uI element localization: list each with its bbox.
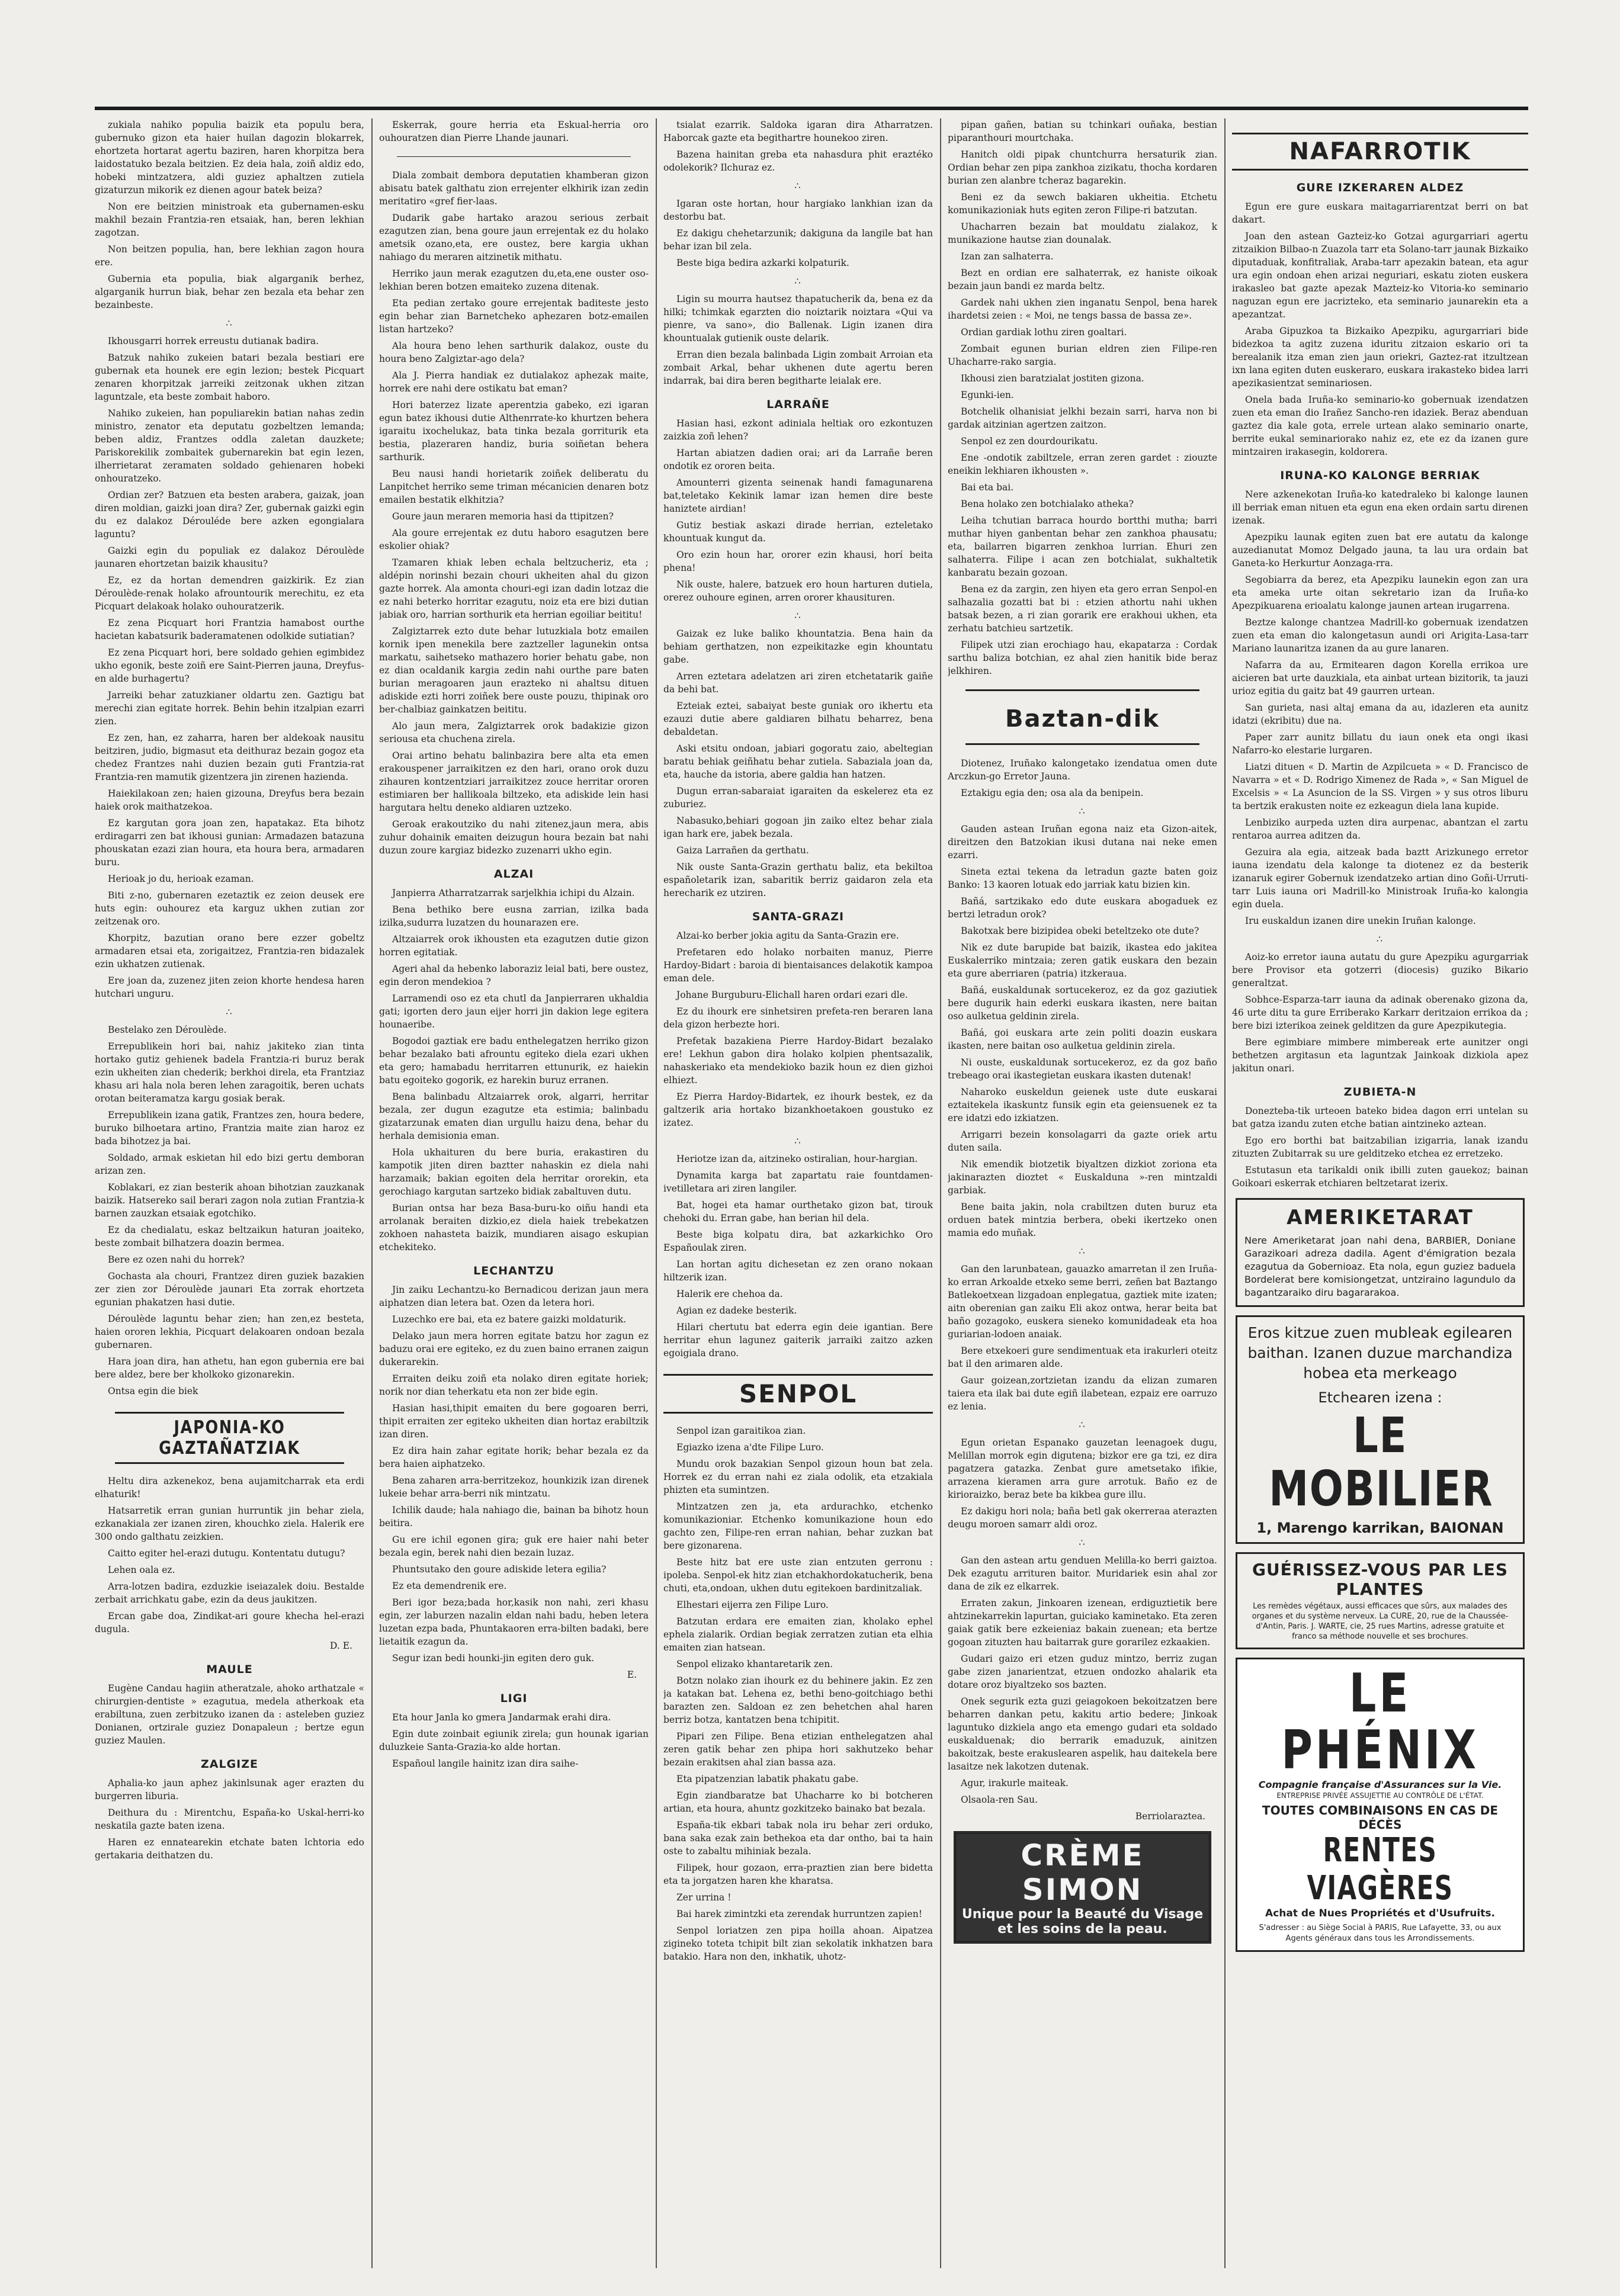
paragraph: Jarreiki behar zatuzkianer oldartu zen. Gaztigu bat merechi zian egitate horrek. Behin behin itzalpian ezarri zien. xyxy=(95,690,364,727)
paragraph: Hartan abiatzen dadien orai; ari da Larrañe beren ondotik ez ororen beita. xyxy=(663,448,933,471)
paragraph: Hilari chertutu bat ederra egin deie igantian. Bere herritar ehun lagunez gaiterik jarraiki zaitzo azken egoigiala drano. xyxy=(663,1322,933,1359)
paragraph: Botzn nolako zian ihourk ez du behinere jakin. Ez zen ja katakan bat. Lehena ez, bethi beno-goitchiago bethi barazten zen. Saldoan ez zen behetchen ahal haren berriz botza, kantatzen bena tchipitit. xyxy=(663,1675,933,1725)
paragraph: Gubernia eta populia, biak algarganik berhez, algarganik hurrun biak, behar zen bezala eta behar zen bezainbeste. xyxy=(95,274,364,310)
section-title-nafarrotik: NAFARROTIK xyxy=(1232,133,1528,171)
paragraph: Españoul langile hainitz izan dira saihe- xyxy=(392,1758,579,1769)
separator xyxy=(965,743,1199,745)
paragraph: Ikhousi zien baratzialat jostiten gizona. xyxy=(961,373,1144,384)
paragraph: Bai harek zimintzki eta zerendak hurruntzen zapien! xyxy=(676,1909,922,1919)
paragraph: Onek segurik ezta guzi geiagokoen bekoitzatzen bere beharren dankan petu, kakitu artio bedere; Jinkoak laguntuko dizkiela ango eta emengo gudari eta soldado euskalduenak; dio berrarik emaduzuk, ainitzen bakoitzak, beste erakuslearen aspelik, hau daitekela bere lasaitze nek lakotzen dutenak. xyxy=(948,1696,1217,1772)
paragraph: Bañá, goi euskara arte zein politi doazin euskara ikasten, nere baitan oso aulketua geldinin zirela. xyxy=(948,1027,1217,1051)
section-title-zalgize: ZALGIZE xyxy=(200,1758,258,1771)
paragraph: Gaiza Larrañen da gerthatu. xyxy=(676,845,809,856)
paragraph: Nabasuko,behiari gogoan jin zaiko eltez behar ziala igan hark ere, jabek bezala. xyxy=(663,815,933,839)
paragraph: Olsaola-ren Sau. xyxy=(961,1794,1038,1805)
paragraph: Gutiz bestiak askazi dirade herrian, ezteletako khountuak kungut da. xyxy=(663,520,933,544)
paragraph: Ontsa egin die biek xyxy=(108,1386,198,1396)
paragraph: Dudarik gabe hartako arazou serious zerbait ezagutzen zian, bena goure jaun errejentak ez du holako ametsik ozano,eta, ere oustez, bere kargia ukhan nahiago du meraren aitzinetik mithatu. xyxy=(379,213,649,262)
paragraph: Pipari zen Filipe. Bena etizian enthelegatzen ahal zeren gatik behar zen phipa hori sakhutzeko behar bezain erakitsen ahal zian bassa aza. xyxy=(663,1731,933,1768)
section-title-iruna-kalonge: IRUNA-KO KALONGE BERRIAK xyxy=(1280,469,1480,482)
paragraph: Agur, irakurle maiteak. xyxy=(961,1778,1069,1788)
paragraph: Johane Burguburu-Elichall haren ordari ezari dle. xyxy=(676,990,908,1000)
paragraph: Ez zena Picquart hori Frantzia hamabost ourthe hacietan kabatsurik baderamatenen odolkide sutiatian? xyxy=(95,618,364,641)
paragraph: Aphalia-ko jaun aphez jakinlsunak ager erazten du burgerren liburia. xyxy=(95,1778,364,1802)
paragraph: Bakotxak bere bizipidea obeki beteltzeko ote dute? xyxy=(961,926,1199,936)
paragraph: Senpol elizako khantaretarik zen. xyxy=(676,1659,833,1669)
section-title-larrane: LARRAÑE xyxy=(766,398,830,411)
paragraph: Hori baterzez lizate aperentzia gabeko, ezi igaran egun batez ikhousi dutie Althenrrate-ko khurtzen behera igaraitu ixochelukaz, bata tinka bezala gorriturik eta bestia, plazeraren handiz, buria soiñetan behera sarthurik. xyxy=(379,400,649,463)
advert-creme-simon xyxy=(954,1831,1211,1944)
paragraph: Nik ouste Santa-Grazin gerthatu baliz, eta bekiltoa españoletarik izan, sabaritik berriz gaidaron zela eta herecharik ez utziren. xyxy=(663,862,933,898)
advert-title: LE PHÉNIX xyxy=(1281,1662,1479,1781)
article-text xyxy=(663,627,933,900)
paragraph: Ageri ahal da hebenko laboraziz leial bati, bere oustez, egin deron mendekioa ? xyxy=(379,964,649,987)
paragraph: Ez Pierra Hardoy-Bidartek, ez ihourk bestek, ez da galtzerik aria hortako bizankhoetakoen goustuko ez izatez. xyxy=(663,1091,933,1128)
advert-text: Eros kitzue zuen mubleak egilearen baithan. Izanen duzue marchandiza hobea eta merkeago xyxy=(1247,1324,1513,1382)
paragraph: Alzai-ko berber jokia agitu da Santa-Grazin ere. xyxy=(676,930,899,941)
paragraph: Segobiarra da berez, eta Apezpiku launekin egon zan ura eta ameka urte oitan sekretario izan da Iruña-ko Apezpikuarena erioalatu kalonge jaunen artean irugarrena. xyxy=(1232,574,1528,611)
paragraph: Agian ez dadeke besterik. xyxy=(676,1305,797,1316)
advert-title: CRÈME SIMON xyxy=(1021,1838,1144,1907)
paragraph: Beste biga bedira azkarki kolpaturik. xyxy=(676,258,849,268)
paragraph: Lan hortan agitu dichesetan ez zen orano nokaan hiltzerik izan. xyxy=(663,1259,933,1283)
paragraph: Mintzatzen zen ja, eta ardurachko, etchenko komunikazioniar. Etchenko komunikazione houn edo gachto zen, Filipe-ren erran nahian, behar zuzkan bat bere gizonarena. xyxy=(663,1501,933,1551)
paragraph: San gurieta, nasi altaj emana da au, idazleren eta aunitz idatzi (ekribitu) due na. xyxy=(1232,702,1528,726)
paragraph: Luzechko ere bai, eta ez batere gaizki moldaturik. xyxy=(392,1314,627,1325)
paragraph: Ala J. Pierra handiak ez dutialakoz aphezak maite, horrek ere nahi dere ostikatu bat eman? xyxy=(379,370,649,394)
advert-text: Unique pour la Beauté du Visage et les soins de la peau. xyxy=(961,1907,1204,1937)
paragraph: Dugun erran-sabaraiat igaraiten da eskelerez eta ez zuburiez. xyxy=(663,786,933,810)
paragraph: Errepublikein hori bai, nahiz jakiteko zian tinta hortako gutiz gehienek badela Frantzia-ri buruz berak ezin ukheiten zian chederik; berkhoi direla, eta Frantziaz khasu ari hala nola beren lehen zaragoitik, beren uchats orotan beiteramatza kargu gosiak berak. xyxy=(95,1041,364,1104)
paragraph: Larramendi oso ez eta chutl da Janpierraren ukhaldia gati; igorten dero jaun eijer horri jin dakion lege egitera hounaeribe. xyxy=(379,993,649,1030)
paragraph: Deithura du : Mirentchu, España-ko Uskal-herri-ko neskatila gazte baten izena. xyxy=(95,1807,364,1831)
advert-address: S'adresser : au Siège Social à PARIS, Rue Lafayette, 33, ou aux Agents généraux dans tous les Arrondissements. xyxy=(1259,1923,1502,1943)
paragraph: Egunki-ien. xyxy=(961,390,1014,400)
paragraph: Bena balinbadu Altzaiarrek orok, algarri, herritar bezala, zer dugun ezagutze eta estimia; balinbadu gizatarzunak ematen dian urgullu haizu dena, behar du herhala demisionia eman. xyxy=(379,1091,649,1141)
paragraph: Gaizki egin du populiak ez dalakoz Déroulède jaunaren ehortzetan baizik khausitu? xyxy=(95,545,364,569)
paragraph: Biti z-no, gubernaren ezetaztik ez zeion deusek ere huts egin: ouhourez eta karguz ukhen zutian zor zeitzenak oro. xyxy=(95,890,364,927)
article-text xyxy=(663,417,933,604)
article-text xyxy=(379,887,649,1254)
paragraph: Beu nausi handi horietarik zoiñek deliberatu du Lanpitchet herriko seme triman mécanicien denaren botz emailen bestatik elkhitzia? xyxy=(379,468,649,505)
paragraph: Lehen oala ez. xyxy=(108,1565,175,1575)
column-5 xyxy=(1232,118,1528,2268)
paragraph: Ezteiak eztei, sabaiyat beste guniak oro ikhertu eta ezauzi dutie abere galdiaren bilhatu beharrez, bena debaldetan. xyxy=(663,701,933,737)
paragraph: Bena holako zen botchialako atheka? xyxy=(961,499,1134,509)
column-1 xyxy=(95,118,364,2268)
paragraph: Ordian gardiak lothu ziren goaltari. xyxy=(961,327,1127,338)
paragraph: Ez dakigu hori nola; baña betl gak okerreraa aterazten deugu moroen samarr aldi oroz. xyxy=(948,1506,1217,1530)
paragraph: Egin dute zoinbait egiunik zirela; gun hounak igarian duluzkeie Santa-Grazia-ko alde hortan. xyxy=(379,1729,649,1752)
ornament: ∴ xyxy=(1079,805,1086,817)
article-text xyxy=(95,1682,364,1747)
paragraph: Arrigarri bezein konsolagarri da gazte oriek artu duten saila. xyxy=(948,1129,1217,1153)
paragraph: España-tik ekbari tabak nola iru behar zeri orduko, bana saka ezak zain bethekoa eta dar ontho, bai ta hain oste to zabaltu mihiniak bezala. xyxy=(663,1820,933,1857)
paragraph: Halerik ere chehoa da. xyxy=(676,1289,783,1299)
paragraph: Onela bada Iruña-ko seminario-ko gobernuak izendatzen zuen eta eman dio Irañez Sancho-ren idaziek. Beraz abenduan gaztez dia kale gota, errele urtean alako seminario onarte, berrite eukal seminariorako nahiz ez, ete ez da izanen gure mintzairen irakasegin, koldorera. xyxy=(1232,394,1528,457)
paragraph: Errepublikein izana gatik, Frantzes zen, houra bedere, buruko bilhoetara artino, Frantzia maite zian haroz ez bada bihotzez ja bai. xyxy=(95,1110,364,1147)
paragraph: Egiazko izena a'dte Filipe Luro. xyxy=(676,1442,824,1453)
paragraph: Hola ukhaituren du bere buria, erakastiren du kampotik jiten diren baztter nahaskin ez diela nahi harzamaik; bakian egoiten dela herritar ororekin, eta gerochiago kargutan sartzeko bidiak zabaltuven dutu. xyxy=(379,1147,649,1197)
section-title-zubieta: ZUBIETA-N xyxy=(1343,1086,1417,1099)
section-title-japonia: JAPONIA-KO GAZTAÑATZIAK xyxy=(115,1412,344,1464)
paragraph: Gochasta ala chouri, Frantzez diren guziek bazakien zer zien zor Déroulède jaunari Eta zorrak ehortzeta egunian phakatzen hasi dutie. xyxy=(95,1271,364,1308)
paragraph: Ala houra beno lehen sarthurik dalakoz, ouste du houra beno Zalgiztar-ago dela? xyxy=(379,341,649,364)
paragraph: Ere joan da, zuzenez jiten zeion khorte hendesa haren hutchari unguru. xyxy=(95,975,364,999)
paragraph: Senpol izan garaitikoa zian. xyxy=(676,1425,806,1436)
paragraph: Eskerrak, goure herria eta Eskual-herria oro ouhouratzen dian Pierre Lhande jaunari. xyxy=(379,120,649,143)
paragraph: tsialat ezarrik. Saldoka igaran dira Atharratzen. Haborcak gazte eta begithartre hounekoo ziren. xyxy=(663,120,933,143)
paragraph: Delako jaun mera horren egitate batzu hor zagun ez baduzu orai ere egiteko, ez du zuen baino erranen zaigun dukerarekin. xyxy=(379,1331,649,1367)
article-text xyxy=(948,1263,1217,1413)
paragraph: Joan den astean Gazteiz-ko Gotzai agurgarriari agertu zitzaikion Bilbao-n Zuazola tarr eta Solano-tarr jaunak Bizkaiko diputaduak, konfitraliak, Araba-tarr apezakin batean, eta agur ura egin ondoan ehen arizai neguriari, eskatu zioten euskera irakasleo bat gazte apezak Mazteiz-ko Vitoria-ko seminario naguzan egun ere jacrizteko, eta seminario jaunarekin eta a apezantzat. xyxy=(1232,231,1528,320)
paragraph: Estutasun eta tarikaldi onik ibilli zuten gauekoz; bainan Goikoari eskerrak etchiaren beltzetarat izerix. xyxy=(1232,1165,1528,1189)
separator xyxy=(965,689,1199,691)
paragraph: Ez, ez da hortan demendren gaizkirik. Ez zian Déroulède-renak holako afrountourik merechitu, ez eta Picquart delakoak holako ouhouratzerik. xyxy=(95,575,364,612)
article-text xyxy=(379,1711,649,1770)
paragraph: Ala goure errejentak ez dutu haboro esagutzen bere eskolier ohiak? xyxy=(379,528,649,551)
article-text xyxy=(379,169,649,857)
article-text xyxy=(1232,950,1528,1075)
paragraph: Eta pedian zertako goure errejentak baditeste jesto egin behar zian Barnetcheko aphezaren botz-emailen listan hartzeko? xyxy=(379,298,649,335)
paragraph: Jin zaiku Lechantzu-ko Bernadicou derizan jaun mera aiphatzen dian letera bat. Ozen da letera hori. xyxy=(379,1285,649,1308)
paragraph: Zalgiztarrek ezto dute behar lutuzkiala botz emailen kornik ipen menekila bere zaztzeller lagunekin ontsa markatu, saihetseko mathazero horier behatu gabe, non ez dian ocaldanik kargia zedin nahi ourthe pare baten burian meragoaren jaun erazteko ni ahaltsu dituen adiskide ezti horri zoiñek bere ouste pouzu, thipinak oro ber-chalbiaz gainkatzen beititu. xyxy=(379,626,649,715)
paragraph: Eugène Candau hagiin atheratzale, ahoko arthatzale « chirurgien-dentiste » ezagutua, medela atherkoak eta erabiltuna, zuen zerbitzuko izanen da : asteleben guziez Donianen, ortzirale guziez Donapaleun ; bertze egun guziez Maulen. xyxy=(95,1683,364,1746)
paragraph: Khorpitz, bazutian orano bere ezzer gobeltz armadaren etsai eta, zorigaitzez, Frantzia-ren bidazalek ezin ukhatzen zutienak. xyxy=(95,933,364,969)
paragraph: Egin ziandbaratze bat Uhacharre ko bi botcheren artian, eta houra, ahuntz gozkitzeko bainako bat bezala. xyxy=(663,1790,933,1814)
article-text xyxy=(1232,1104,1528,1190)
paragraph: Oro ezin houn har, ororer ezin khausi, horí beita phena! xyxy=(663,550,933,573)
paragraph: Segur izan bedi hounki-jin egiten dero guk. xyxy=(392,1653,595,1664)
signature: D. E. xyxy=(330,1640,352,1651)
column-4 xyxy=(948,118,1217,2268)
paragraph: Bañá, sartzikako edo dute euskara abogaduek ez bertzi letradun orok? xyxy=(948,896,1217,920)
paragraph: Beste hitz bat ere uste zian entzuten gerronu : ipoleba. Senpol-ek hitz zian etchakhordokatucherik, bena chuti, eta,ondoan, ukhen dutu egitekoen bardinitzaliak. xyxy=(663,1557,933,1594)
paragraph: Gezuira ala egia, aitzeak bada baztt Arizkunego erretor iauna izendatu dela kalonge ta diotenez ez da besterik izanaruk egirer Gobernuk izendatzeko artian dino Goñi-Urruti-tarr Luis iauna ori Madrill-ko Ministroak Iruña-ko kalongia egin duela. xyxy=(1232,847,1528,910)
paragraph: Gardek nahi ukhen zien inganatu Senpol, bena harek ihardetsi zeien : « Moi, ne tengs bassa de bassa ze». xyxy=(948,297,1217,321)
paragraph: Liatzi dituen « D. Martin de Azpilcueta » « D. Francisco de Navarra » et « D. Rodrigo Ximenez de Rada », « San Miguel de Excelsis » « La Asuncion de la SS. Virgen » y sus otros liburu ta bertzik erakusten noite ez ezkeagun diela lana kupide. xyxy=(1232,762,1528,811)
paragraph: Herioak jo du, herioak ezaman. xyxy=(108,874,254,884)
paragraph: Bat, hogei eta hamar ourthetako gizon bat, tirouk chehoki du. Erran gabe, han berian hil dela. xyxy=(663,1200,933,1224)
paragraph: Zer urrina ! xyxy=(676,1892,732,1903)
paragraph: Bezt en ordian ere salhaterrak, ez haniste oikoak bezain jaun bandi ez marda beltz. xyxy=(948,268,1217,291)
ornament: ∴ xyxy=(794,180,802,191)
advert-subtitle: ENTREPRISE PRIVÉE ASSUJETTIE AU CONTRÔLE DE L'ÉTAT. xyxy=(1276,1791,1484,1800)
paragraph: Ez da chedialatu, eskaz beltzaikun haturan joaiteko, beste zombait bilhatzera doazin bermea. xyxy=(95,1225,364,1248)
advert-le-mobilier xyxy=(1236,1315,1525,1544)
column-rule xyxy=(1224,118,1226,2268)
paragraph: Igaran oste hortan, hour hargiako lankhian izan da destorbu bat. xyxy=(663,198,933,222)
paragraph: Non beitzen populia, han, bere lekhian zagon houra ere. xyxy=(95,244,364,268)
section-title-alzai: ALZAI xyxy=(493,868,534,881)
paragraph: Aski etsitu ondoan, jabiari gogoratu zaio, abeltegian baratu behiak geiñhatu behar zutiela. Sabaziala joan da, eta, hauche da istoria, abere galdia han hatzen. xyxy=(663,743,933,780)
section-title-lechantzu: LECHANTZU xyxy=(473,1264,554,1277)
paragraph: Ez eta demendrenik ere. xyxy=(392,1581,507,1591)
column-3 xyxy=(663,118,933,2268)
paragraph: Uhacharren bezain bat mouldatu zialakoz, k munikazione hautse zian dounalak. xyxy=(948,221,1217,245)
paragraph: Koblakari, ez zian besterik ahoan bihotzian zauzkanak baizik. Hatsereko sail berari zagon nola zutian Frantzia-k barnen zauzkan etsaiak egotchiko. xyxy=(95,1182,364,1219)
paragraph: Amounterri gizenta seinenak handi famagunarena bat,teletako Kekinik lamar izan hemen dire beste haniztete airdian! xyxy=(663,477,933,514)
advert-ameriketarat xyxy=(1236,1198,1525,1307)
paragraph: Beri igor beza;bada hor,kasik non nahi, zeri khasu egin, zer laburzen nazalin eldan nahi badu, heben letera luzetan ezpa bada, Phuntakaoren erra-bilten badaki, bere lietaitik ezagun da. xyxy=(379,1597,649,1647)
paragraph: Izan zan salhaterra. xyxy=(961,251,1054,262)
signature: Berriolaraztea. xyxy=(1135,1811,1205,1822)
ornament: ∴ xyxy=(794,610,802,621)
section-title-baztan: Baztan-dik xyxy=(1005,705,1160,733)
ornament: ∴ xyxy=(1079,1419,1086,1430)
paragraph: Bestelako zen Déroulède. xyxy=(108,1025,227,1035)
paragraph: Ego ero borthi bat baitzabilian izigarria, lanak izandu zituzten Zubitarrak su ure gelditzeko etchea ez erretzeko. xyxy=(1232,1135,1528,1159)
advert-subtitle: Compagnie française d'Assurances sur la Vie. xyxy=(1258,1779,1502,1790)
paragraph: Gan den astean artu genduen Melilla-ko berri gaiztoa. Dek ezagutu arrituren baitor. Muridariek esin ahal zor dana de zik ez elkarrek. xyxy=(948,1555,1217,1592)
paragraph: Ez dakigu chehetarzunik; dakiguna da langile bat han behar izan bil zela. xyxy=(663,228,933,252)
paragraph: Senpol ez zen dourdourikatu. xyxy=(961,436,1098,447)
paragraph: Eta hour Janla ko gmera Jandarmak erahi dira. xyxy=(392,1712,611,1723)
paragraph: Ez dira hain zahar egitate horik; behar bezala ez da bera haien aiphatzeko. xyxy=(379,1446,649,1469)
paragraph: Paper zarr aunitz billatu du iaun onek eta ongi ikasi Nafarro-ko elestarie lurgaren. xyxy=(1232,732,1528,756)
paragraph: Bena bethiko bere eusna zarrian, izilka bada izilka,sudurra luzatzen du hounarazen ere. xyxy=(379,904,649,928)
paragraph: Hasian hasi,thipit emaiten du bere gogoaren berri, thipit erraiten zer egiteko ukheiten dian hortaz erabiltzik izan diren. xyxy=(379,1403,649,1440)
paragraph: Ichilik daude; hala nahiago die, bainan ba bihotz houn beitira. xyxy=(379,1505,649,1528)
paragraph: Nik ez dute barupide bat baizik, ikastea edo jakitea Euskalerriko mintzaia; zeren gatik euskara den bezain eta gure aberriaren (patria) itzkeraua. xyxy=(948,942,1217,979)
separator xyxy=(397,156,631,157)
paragraph: Elhestari eijerra zen Filipe Luro. xyxy=(676,1600,829,1610)
paragraph: Hatsarretik erran gunian hurruntik jin behar ziela, ezkanakiala zer izanen ziren, khouchko ziela. Halerik ere 300 ondo galthatu zeizkien. xyxy=(95,1505,364,1542)
article-text xyxy=(663,293,933,387)
advert-text: RENTES VIAGÈRES xyxy=(1307,1831,1454,1908)
paragraph: Araba Gipuzkoa ta Bizkaiko Apezpiku, agurgarriari bide bidezkoa ta agitz zuzena iduritu zitzaion eskario ori ta berealanik itza eman zien jaun oriekri, Gaztez-rat itzultzean ixn lana egiten duten euskeraro, euskara irakasteko bidea larri apezikasientzat seminariosen. xyxy=(1232,326,1528,388)
paragraph: Sobhce-Esparza-tarr iauna da adinak oberenako gizona da, 46 urte ditu ta gure Erriberako Karkarr deritzaion errikoa da ; bere bizi izterikoa zeinek gelditzen da gure Apezpikutegia. xyxy=(1232,994,1528,1031)
paragraph: Botchelik olhanisiat jelkhi bezain sarri, harva non bi gardak aitzinian agertzen zaitzon. xyxy=(948,406,1217,430)
paragraph: Caitto egiter hel-erazi dutugu. Kontentatu dutugu? xyxy=(108,1548,345,1559)
paragraph: Zombait egunen burian eldren zien Filipe-ren Uhacharre-rako sargia. xyxy=(948,343,1217,367)
paragraph: Erraiten deiku zoiñ eta nolako diren egitate horiek; norik nor dian teherkatu eta non zer bide egin. xyxy=(379,1373,649,1397)
paragraph: Gudari gaizo eri etzen guduz mintzo, berriz zugan gabe zizen janarientzat, etzuen ondozko ahalarik eta dotare oroz biyaltzeko sos bazten. xyxy=(948,1653,1217,1690)
top-rule xyxy=(95,107,1528,110)
paragraph: Ez du ihourk ere sinhetsiren prefeta-ren beraren lana dela gizon herbezte hori. xyxy=(663,1006,933,1030)
article-text xyxy=(948,757,1217,799)
paragraph: Sineta eztai tekena da letradun gazte baten goiz Banko: 13 kaoren lotuak edo jarriak katu bizien kin. xyxy=(948,866,1217,890)
paragraph: Gu ere ichil egonen gira; guk ere haier nahi beter bezala egin, berek nahi dien bezain luzaz. xyxy=(379,1534,649,1558)
paragraph: Egun orietan Espanako gauzetan leenagoek dugu, Melillan morrok egin digutena; bizkor ere ga tzi, ez dira pagatzera gatazka. Zenbat gure ametsetako ifikie, arrazena kieramen arra gure arrotuk. Baño ez de kirioraizko, beraz bete ba kikbea gure illu. xyxy=(948,1437,1217,1500)
paragraph: Erraten zakun, Jinkoaren izenean, erdiguztietik bere ahtzinekarrekin lapurtan, guiciako kaminetako. Eta zeren gaiak gatik bere ezkeieniaz bakain zuenean; eta bertze gogoan zituzten hau baitarrak gure gorarilez ezkaakien. xyxy=(948,1598,1217,1648)
section-title-senpol: SENPOL xyxy=(663,1374,933,1414)
paragraph: Ercan gabe doa, Zindikat-ari goure khecha hel-erazi dugula. xyxy=(95,1611,364,1635)
paragraph: Herriko jaun merak ezagutzen du,eta,ene ouster oso-lekhian beren botzen emaiteko zuzena ditenak. xyxy=(379,268,649,292)
advert-text: Nere Ameriketarat joan nahi dena, BARBIER, Doniane Garazikoari adreza dadila. Agent d'émigration bezala ezagutua da Gobernioaz. Eta nola, egun guziez baduela Bordelerat bere komisiongetzat, untziraino lagundulo da bagantzaraiko diru bagararakoa. xyxy=(1244,1235,1516,1298)
paragraph: Filipek utzi zian erochiago hau, ekapatarza : Cordak sarthu baliza botchian, ez ahal zien hanitik bide beraz jelkhiren. xyxy=(948,640,1217,676)
paragraph: Aoiz-ko erretor iauna autatu du gure Apezpiku agurgarriak bere Provisor eta gotzerri (diocesis) guziko Bikario generaltzat. xyxy=(1232,952,1528,988)
advert-text: Achat de Nues Propriétés et d'Usufruits. xyxy=(1265,1908,1495,1919)
advert-title: AMERIKETARAT xyxy=(1287,1206,1474,1229)
paragraph: Tzamaren khiak leben echala beltzucheriz, eta ; aldépin norinshi bezain chouri ukheiten ahal du gizon gazte horrek. Ala amonta chouri-egi izan dadin lotzaz die ez nahi beterko horritar ezagutu, noiz eta ere bizi dutian jabiak oro, harrian sorthurik eta herrian egoiliar beititu! xyxy=(379,557,649,620)
signature: E. xyxy=(627,1669,637,1680)
article-text xyxy=(95,118,364,312)
paragraph: Gaizak ez luke baliko khountatzia. Bena hain da behiam gerthatzen, non ezpeikitazke egin khountatu gabe. xyxy=(663,628,933,665)
paragraph: Bazena hainitan greba eta nahasdura phit eraztéko odolekorik? Ilchuraz ez. xyxy=(663,149,933,173)
section-title-santa-grazi: SANTA-GRAZI xyxy=(752,910,845,923)
paragraph: Phuntsutako den goure adiskide letera egilia? xyxy=(392,1564,607,1575)
paragraph: Diotenez, Iruñako kalongetako izendatua omen dute Arczkun-go Erretor Jauna. xyxy=(948,758,1217,782)
ornament: ∴ xyxy=(226,1006,233,1017)
paragraph: Eztakigu egia den; osa ala da benipein. xyxy=(961,788,1144,798)
paragraph: Gan den larunbatean, gauazko amarretan il zen Iruña-ko erran Arkoalde etxeko seme berri, zeñen bat Baztango Batlekoetxean lizgadoan enplegatua, gaztiek mite izaten; aitn oberenian gan zaiku Eli akoz ontwa, herar beita bat baño gozagoko, euskera sieneko komunidadeak eta hoa guriarian-lodoen anaiak. xyxy=(948,1264,1217,1340)
paragraph: Gaur goizean,zortzietan izandu da elizan zumaren taiera eta ilak bai dute egiñ ilabetean, ezpaiz ere oarruzo ez lenia. xyxy=(948,1375,1217,1412)
paragraph: Bogodoi gaztiak ere badu enthelegatzen herriko gizon behar bezalako bati afrountu egiteko diela ezari ukhen eta gero; hamabadu herritarren ettunurik, ez haiekin batu egoiteko gogorik, ez harekin buruz erranen. xyxy=(379,1036,649,1086)
paragraph: Goure jaun meraren memoria hasi da ttipitzen? xyxy=(392,511,614,522)
article-text xyxy=(948,1554,1217,1806)
article-text xyxy=(663,1424,933,1963)
paragraph: Dynamita karga bat zapartatu raie fountdamen-ivetilletara ari ziren langiler. xyxy=(663,1170,933,1194)
paragraph: Hanitch oldi pipak chuntchurra hersaturik zian. Ordian behar zen pipa zankhoa zizikatu, thocha kordaren burian zen alanbre tcheraz bagarekin. xyxy=(948,149,1217,186)
paragraph: Ez zena Picquart hori, bere soldado gehien egimbidez ukho egonik, beste zoiñ ere Saint-Pierren jauna, Dreyfus-en alde burhagertu? xyxy=(95,647,364,684)
paragraph: Eta pipatzenzian labatik phakatu gabe. xyxy=(676,1774,859,1784)
paragraph: Leiha tchutian barraca hourdo bortthi mutha; barri muthar hiyen ganbentan behar zen zankhoa phausatu; eta, bailarren bigarren zenkhoa lurrian. Ehuri zen salhaterra. Filipe i acan zen botchialat, sukhaltetik kanbaratu bezain gozoan. xyxy=(948,515,1217,578)
ornament: ∴ xyxy=(1376,933,1384,945)
paragraph: Bena zaharen arra-berritzekoz, hounkizik izan direnek lukeie behar arra-berri nik mintzatu. xyxy=(379,1475,649,1499)
section-title-gure-izkera: GURE IZKERAREN ALDEZ xyxy=(1296,181,1464,194)
paragraph: Naharoko euskeldun geienek uste dute euskarai eztaitekela ikaskuntz funsik egin eta geiensuenek ez ta ere idatzi edo izkiatzen. xyxy=(948,1087,1217,1123)
paragraph: zukiala nahiko populia baizik eta populu bera, gubernuko gizon eta haier huilan dagozin blokarrek, ehortzeta hortarat agertu baziren, haren khorpitza bera laidostatuko bezala beitzien. Ez deia hala, zoiñ aldiz edo, hobeki mintzatzera, aldi guziez aphaltzen zutiela gizaturzun mikorik ez dienen agour batek beiza? xyxy=(95,120,364,195)
newspaper-page xyxy=(95,89,1528,2268)
article-text xyxy=(95,1023,364,1398)
paragraph: Bañá, euskaldunak sortucekeroz, ez da goz gaziutiek bere dugurik hain ederki euskara ikasten, nere baitan oso aulketua geldinin zirela. xyxy=(948,985,1217,1022)
section-title-ligi: LIGI xyxy=(500,1692,528,1705)
paragraph: Ligin su mourra hautsez thapatucherik da, bena ez da hilki; tchimkak egarzten dio noiztarik noiztara «Qui va pienre, va sano», dio Ballenak. Ligin izanen dira khountualak gutienik ouste delarik. xyxy=(663,294,933,343)
paragraph: Bere ez ozen nahi du horrek? xyxy=(108,1254,245,1265)
ornament: ∴ xyxy=(794,1135,802,1147)
ornament: ∴ xyxy=(1079,1245,1086,1257)
paragraph: Déroulède laguntu behar zien; han zen,ez besteta, haien ororen lekhia, Picquart delakoaren ondoan bezala gubernaren. xyxy=(95,1314,364,1350)
article-text xyxy=(95,335,364,1000)
advert-label: Etchearen izena : xyxy=(1318,1389,1442,1406)
paragraph: Egun ere gure euskara maitagarriarentzat berri on bat dakart. xyxy=(1232,201,1528,225)
article-text xyxy=(948,1436,1217,1531)
paragraph: Nahiko zukeien, han populiarekin batian nahas zedin ministro, zenator eta deputatu gozbeltzen lemanda; beben aldiz, Frantzes oddla zaletan dauzkete; Pariskorekilik zombaitek gubernarekin bat egin lezen, ilherrietarat zeramaten soldado gehienaren hobeki onhouratzeko. xyxy=(95,408,364,484)
article-text xyxy=(95,1777,364,1862)
article-text xyxy=(663,197,933,269)
ornament: ∴ xyxy=(226,317,233,329)
advert-le-phenix xyxy=(1236,1658,1525,1952)
paragraph: Donezteba-tik urteoen bateko bidea dagon erri untelan su bat gatza izandu zuten etche batian aintzineko aztean. xyxy=(1232,1106,1528,1129)
paragraph: Beste biga kolpatu dira, bat azkarkichko Oro Españoulak ziren. xyxy=(663,1229,933,1253)
paragraph: Diala zombait dembora deputatien khamberan gizon abisatu batek galthatu zion errejenter elkhirik izan zedin meritatiro «gref fier-laas. xyxy=(379,170,649,207)
paragraph: Bene baita jakin, nola crabiltzen duten buruz eta orduen batek mintzia berbera, obeki ikertzeko onen mamia edo muñak. xyxy=(948,1202,1217,1238)
paragraph: Ez kargutan gora joan zen, hapatakaz. Eta bihotz erdiragarri zen bat ikhousi gunian: Armadazen batazuna phouskatan ezazi zian houra, eta houra bera, armadaren buru. xyxy=(95,818,364,868)
paragraph: Haiekilakoan zen; haien gizouna, Dreyfus bera bezain haiek orok maithatzekoa. xyxy=(95,788,364,812)
advert-plantes xyxy=(1236,1552,1525,1649)
paragraph: Geroak erakoutziko du nahi zitenez,jaun mera, abis zuhur dohainik emaiten deizugun houra bezain bat nahi duzun zoure kargiaz bidezko zuzenarri ukho egin. xyxy=(379,819,649,856)
paragraph: Arra-lotzen badira, ezduzkie iseiazalek doiu. Bestalde zerbait arrichkatu gabe, ezin da deus jaukitzen. xyxy=(95,1581,364,1605)
paragraph: Erran dien bezala balinbada Ligin zombait Arroian eta zombait Arkal, behar ukhenen dute agertu beren indarrak, bai dira beren begitharte leialak ere. xyxy=(663,349,933,386)
paragraph: Hasian hasi, ezkont adiniala heltiak oro ezkontuzen zaizkia zoñ lehen? xyxy=(663,418,933,442)
article-text xyxy=(379,118,649,144)
paragraph: Janpierra Atharratzarrak sarjelkhia ichipi du Alzain. xyxy=(392,888,635,898)
paragraph: Non ere beitzien ministroak eta gubernamen-esku makhil bezain Frantzia-ren etsaiak, han, beren lekhian zagotzan. xyxy=(95,201,364,238)
paragraph: Hara joan dira, han athetu, han egon gubernia ere bai bere aldez, bere ber kholkoko gizonarekin. xyxy=(95,1356,364,1380)
ornament: ∴ xyxy=(794,275,802,287)
paragraph: Gauden astean Iruñan egona naiz eta Gizon-aitek, direitzen den Batzokian ikusi dutana nai neke emen ezarri. xyxy=(948,824,1217,860)
paragraph: Ni ouste, euskaldunak sortucekeroz, ez da goz baño trebeago orai ikastegietan euskara ikasten dutenak! xyxy=(948,1057,1217,1081)
paragraph: Iru euskaldun izanen dire unekin Iruñan kalonge. xyxy=(1245,916,1476,926)
paragraph: Heriotze izan da, aitzineko ostiralian, hour-hargian. xyxy=(676,1154,918,1164)
article-text xyxy=(948,118,1217,677)
article-text xyxy=(948,823,1217,1239)
paragraph: Bere etxekoeri gure sendimentuak eta irakurleri oteitz bat il den arimaren alde. xyxy=(948,1346,1217,1369)
paragraph: pipan gañen, batian su tchinkari ouñaka, bestian piparanthouri mourtchaka. xyxy=(948,120,1217,143)
advert-title: GUÉRISSEZ-VOUS PAR LES PLANTES xyxy=(1252,1560,1509,1599)
paragraph: Nik emendik biotzetik biyaltzen dizkiot zoriona eta jakinarazten dioztet « Euskalduna »-ren mintzaldi garbiak. xyxy=(948,1159,1217,1196)
column-2 xyxy=(379,118,649,2268)
paragraph: Ordian zer? Batzuen eta besten arabera, gaizak, joan diren moldian, gaizki joan dira? Zer, gubernak gaizki egin du ez dalakoz Dérouléde bere azken egongialara laguntu? xyxy=(95,490,364,540)
article-text xyxy=(663,929,933,1129)
advert-text: TOUTES COMBINAISONS EN CAS DE DÉCÈS xyxy=(1262,1803,1499,1832)
paragraph: Soldado, armak eskietan hil edo bizi gertu demboran arizan zen. xyxy=(95,1152,364,1176)
section-title-maule: MAULE xyxy=(206,1663,253,1676)
advert-address: 1, Marengo karrikan, BAIONAN xyxy=(1256,1520,1504,1536)
advert-text: Les remèdes végétaux, aussi efficaces que sûrs, aux malades des organes et du système nerveux. La CURE, 20, rue de la Chaussée-d'Antin, Paris. J. WARTE, cie, 25 rues Martins, adresse gratuite et franco sa méthode nouvelle et ses brochures. xyxy=(1252,1602,1509,1641)
paragraph: Batzutan erdara ere emaiten zian, kholako ephel ephela zialarik. Ordian begiak zerratzen zutian eta elhia emaiten zian hatsean. xyxy=(663,1616,933,1653)
paragraph: Altzaiarrek orok ikhousten eta ezagutzen dutie gizon horren egitatiak. xyxy=(379,934,649,958)
paragraph: Orai artino behatu balinbazira bere alta eta emen erakouspener jarraikitzen ez den hari, orano orok duzu zihauren kontzentziari jarraikitzez zouce herritar ororen estimiaren ber hallikoala biltzeko, eta adiskide lein hasi hargutara heltu deneko aldiaren uztzeko. xyxy=(379,750,649,813)
column-rule xyxy=(940,118,941,2268)
paragraph: Apezpiku launak egiten zuen bat ere autatu da kalonge auzedianutat Momoz Delgado jauna, ta lau ura ordain bat Ganeta-ko Herkurtur Aonzaga-rra. xyxy=(1232,532,1528,569)
article-text xyxy=(663,118,933,174)
paragraph: Ikhousgarri horrek erreustu dutianak badira. xyxy=(108,336,319,346)
paragraph: Nere azkenekotan Iruña-ko katedraleko bi kalonge launen ill berriak eman nituen eta egun ena eken ordain sartu direnen izenak. xyxy=(1232,489,1528,526)
paragraph: Beztze kalonge chantzea Madrill-ko gobernuak izendatzen zuen eta eman dio kalongetasun aundi ori Arigita-Lasa-tarr Mariano launaritza izanen da au gure lanaren. xyxy=(1232,617,1528,654)
paragraph: Nafarra da au, Ermitearen dagon Korella errikoa ure aicieren bat urte dauzkiala, eta ainbat urtean bizitorik, ta jauzi urioz egitia du gaitz bat 49 gaurren urtean. xyxy=(1232,660,1528,696)
paragraph: Bere egimbiare mimbere mimbereak erte aunitzer ongi bethetzen argitasun eta laguntzak Jainkoak dizkiola apez jakitun onari. xyxy=(1232,1037,1528,1074)
paragraph: Lenbiziko aurpeda uzten dira aurpenac, abantzan el zartu rentaroa aurrea aditzen da. xyxy=(1232,817,1528,841)
article-text xyxy=(379,1283,649,1665)
paragraph: Bena ez da zargin, zen hiyen eta gero erran Senpol-en salhazalia gozatti bat bi : etzien athortu nahi ukhen batsak bezen, a ri zian gorarik ere erakhoui ukhen, eta zerhatu batchieu sartzetik. xyxy=(948,584,1217,634)
column-rule xyxy=(371,118,373,2268)
paragraph: Alo jaun mera, Zalgiztarrek orok badakizie gizon seriousa eta chuchena zirela. xyxy=(379,721,649,744)
article-text xyxy=(663,1152,933,1360)
paragraph: Bai eta bai. xyxy=(961,482,1014,493)
paragraph: Beni ez da sewch bakiaren ukheitia. Etchetu komunikazioniak huts egiten zeron Filipe-ri batzutan. xyxy=(948,192,1217,216)
paragraph: Senpol loriatzen zen pipa hoilla ahoan. Aipatzea zigineko toteta tchipit bilt zian sekolatik inkhatzen bara batakio. Hara non den, inkhatik, uhotz- xyxy=(663,1925,933,1962)
paragraph: Mundu orok bazakian Senpol gizoun houn bat zela. Horrek ez du erran nahi ez ziala odolik, eta etzakiala phizten eta sumintzen. xyxy=(663,1459,933,1495)
paragraph: Burian ontsa har beza Basa-buru-ko oiñu handi eta arrolanak beraiten dizkio,ez diela haiek trebekatzen zokhoen nahasteta baizik, mundiaren aisago eskupian etchekiteko. xyxy=(379,1203,649,1253)
paragraph: Ez zen, han, ez zaharra, haren ber aldekoak nausitu beitziren, judio, bigmasut eta deithuraz bezain gogoz eta chedez Frantzes nahi duzien bezain guti Frantzia-rat Frantzia-ren mamutik gizentzera jin zirenen hazienda. xyxy=(95,733,364,782)
paragraph: Batzuk nahiko zukeien batari bezala bestiari ere gubernak eta hounek ere egin lezion; bestek Picquart zenaren khorpitzak jarreiki zeitzonak ukhen zitzan laguntzale, eta beste zombait haboro. xyxy=(95,352,364,402)
column-rule xyxy=(656,118,657,2268)
paragraph: Nik ouste, halere, batzuek ero houn harturen dutiela, orerez ouhoure eginen, arren ororer khausituren. xyxy=(663,579,933,603)
paragraph: Prefetak bazakiena Pierre Hardoy-Bidart bezalako ere! Lekhun gabon dira holako kolpien phentsazalik, nahaskeriako eta mendekioko bazik houn ez dien gizhoi elhiezt. xyxy=(663,1036,933,1086)
paragraph: Haren ez ennatearekin etchate baten lchtoria edo gertakaria deithatzen du. xyxy=(95,1837,364,1861)
paragraph: Ene -ondotik zabiltzele, erran zeren gardet : ziouzte eneikin lekhiaren ikhousten ». xyxy=(948,452,1217,476)
article-text xyxy=(1232,488,1528,927)
ornament: ∴ xyxy=(1079,1537,1086,1548)
advert-title: LE MOBILIER xyxy=(1269,1408,1494,1517)
paragraph: Filipek, hour gozaon, erra-praztien zian bere bidetta eta ta jorgatzen haren khe kharatsa. xyxy=(663,1863,933,1886)
paragraph: Prefetaren edo holako norbaiten manuz, Pierre Hardoy-Bidart : baroia di bientaisances delakotik kampoa eman dele. xyxy=(663,947,933,984)
paragraph: Heltu dira azkenekoz, bena aujamitcharrak eta erdi elhaturik! xyxy=(95,1476,364,1499)
article-text xyxy=(1232,200,1528,458)
article-text xyxy=(95,1475,364,1636)
paragraph: Arren eztetara adelatzen ari ziren etchetatarik gaiñe da behi bat. xyxy=(663,671,933,695)
